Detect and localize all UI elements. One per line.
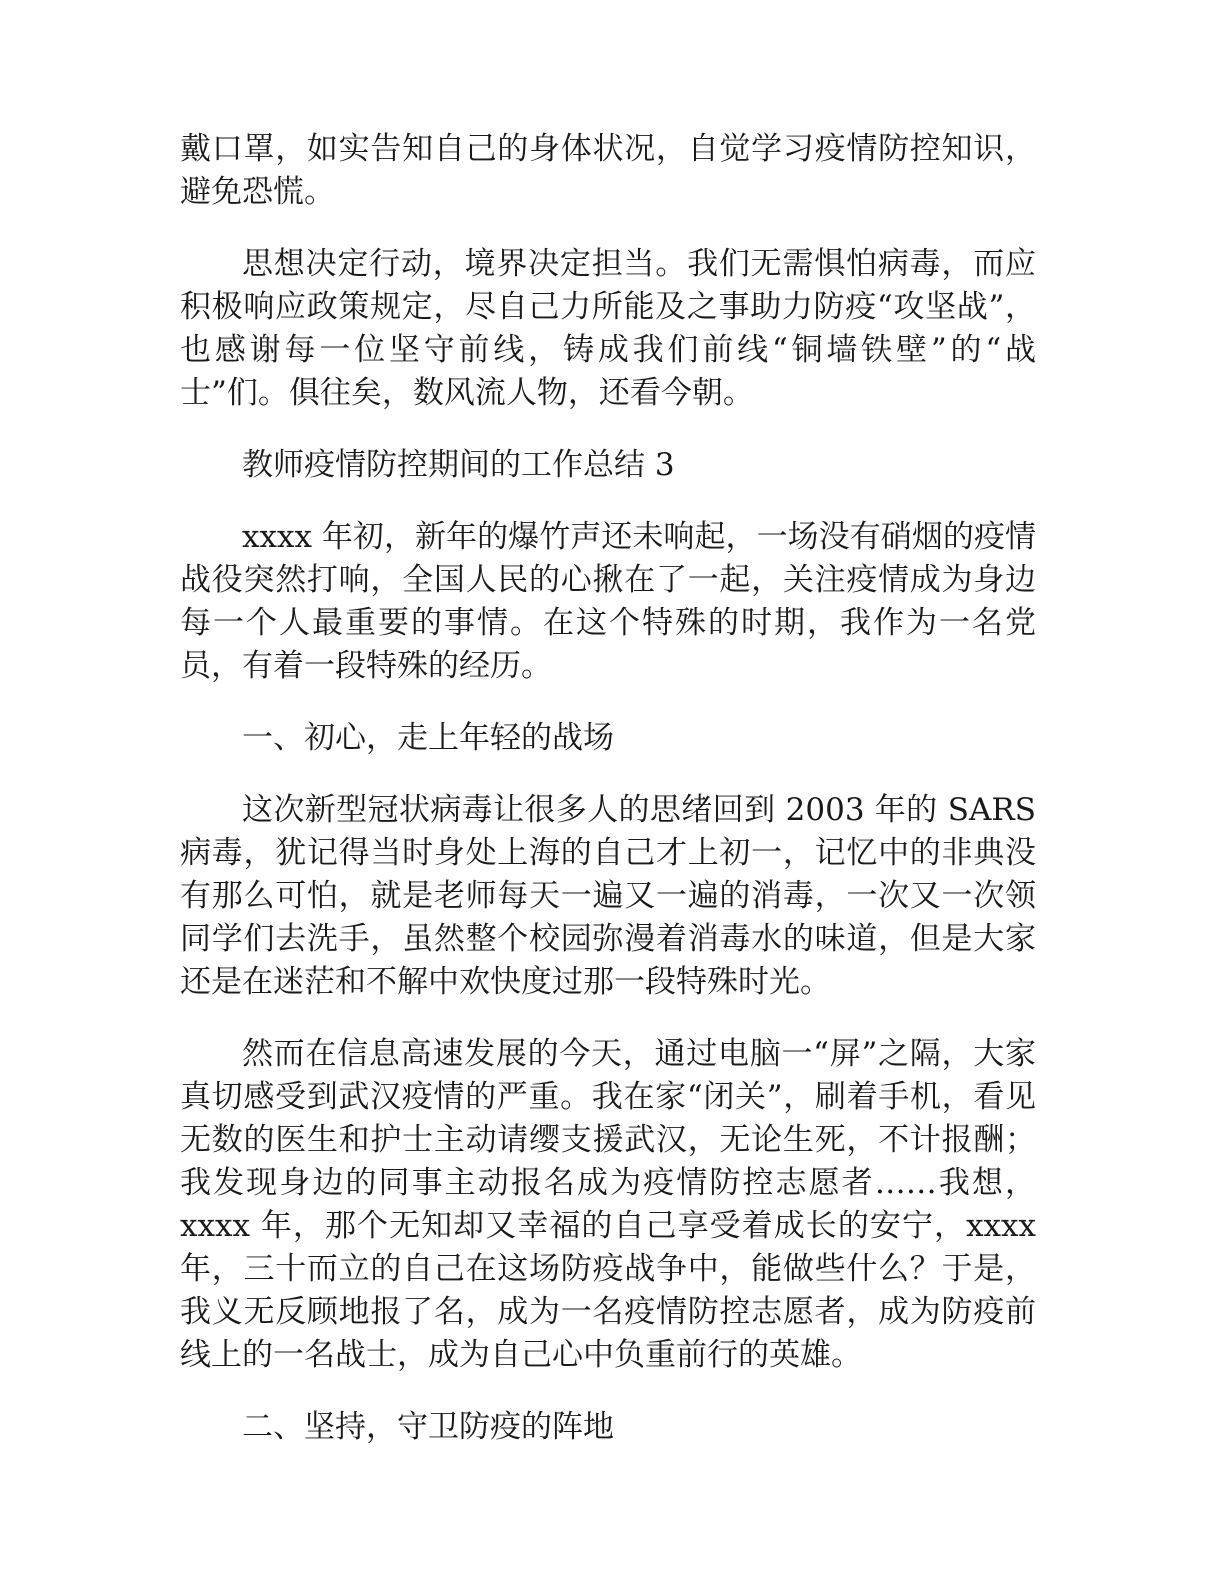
subheading-two: 二、坚持，守卫防疫的阵地 — [242, 1409, 614, 1445]
section-title: 教师疫情防控期间的工作总结 3 — [242, 447, 675, 483]
subheading-one: 一、初心，走上年轻的战场 — [242, 720, 614, 756]
paragraph-thought-action: 思想决定行动，境界决定担当。我们无需惧怕病毒，而应积极响应政策规定，尽自己力所能及之事助力防疫“攻坚战”，也感谢每一位坚守前线，铸成我们前线“铜墙铁壁”的“战士”们。俱往矣，数风流人物，还看今朝。 — [180, 246, 1036, 411]
paragraph-continuation: 戴口罩，如实告知自己的身体状况，自觉学习疫情防控知识，避免恐慌。 — [180, 131, 1036, 210]
paragraph-sars-memory: 这次新型冠状病毒让很多人的思绪回到 2003 年的 SARS 病毒，犹记得当时身处上海的自己才上初一，记忆中的非典没有那么可怕，就是老师每天一遍又一遍的消毒，一次又一次领同学们去洗手，虽然整个校园弥漫着消毒水的味道，但是大家还是在迷茫和不解中欢快度过那一段特殊时光。 — [180, 792, 1036, 1000]
paragraph-volunteer: 然而在信息高速发展的今天，通过电脑一“屏”之隔，大家真切感受到武汉疫情的严重。我在家“闭关”，刷着手机，看见无数的医生和护士主动请缨支援武汉，无论生死，不计报酬；我发现身边的同事主动报名成为疫情防控志愿者……我想，xxxx 年，那个无知却又幸福的自己享受着成长的安宁，xxxx 年，三十而立的自己在这场防疫战争中，能做些什么？于是，我义无反顾地报了名，成为一名疫情防控志愿者，成为防疫前线上的一名战士，成为自己心中负重前行的英雄。 — [180, 1036, 1036, 1373]
paragraph-new-year: xxxx 年初，新年的爆竹声还未响起，一场没有硝烟的疫情战役突然打响，全国人民的心揪在了一起，关注疫情成为身边每一个人最重要的事情。在这个特殊的时期，我作为一名党员，有着一段特殊的经历。 — [180, 519, 1036, 684]
document-body — [180, 128, 1036, 1478]
